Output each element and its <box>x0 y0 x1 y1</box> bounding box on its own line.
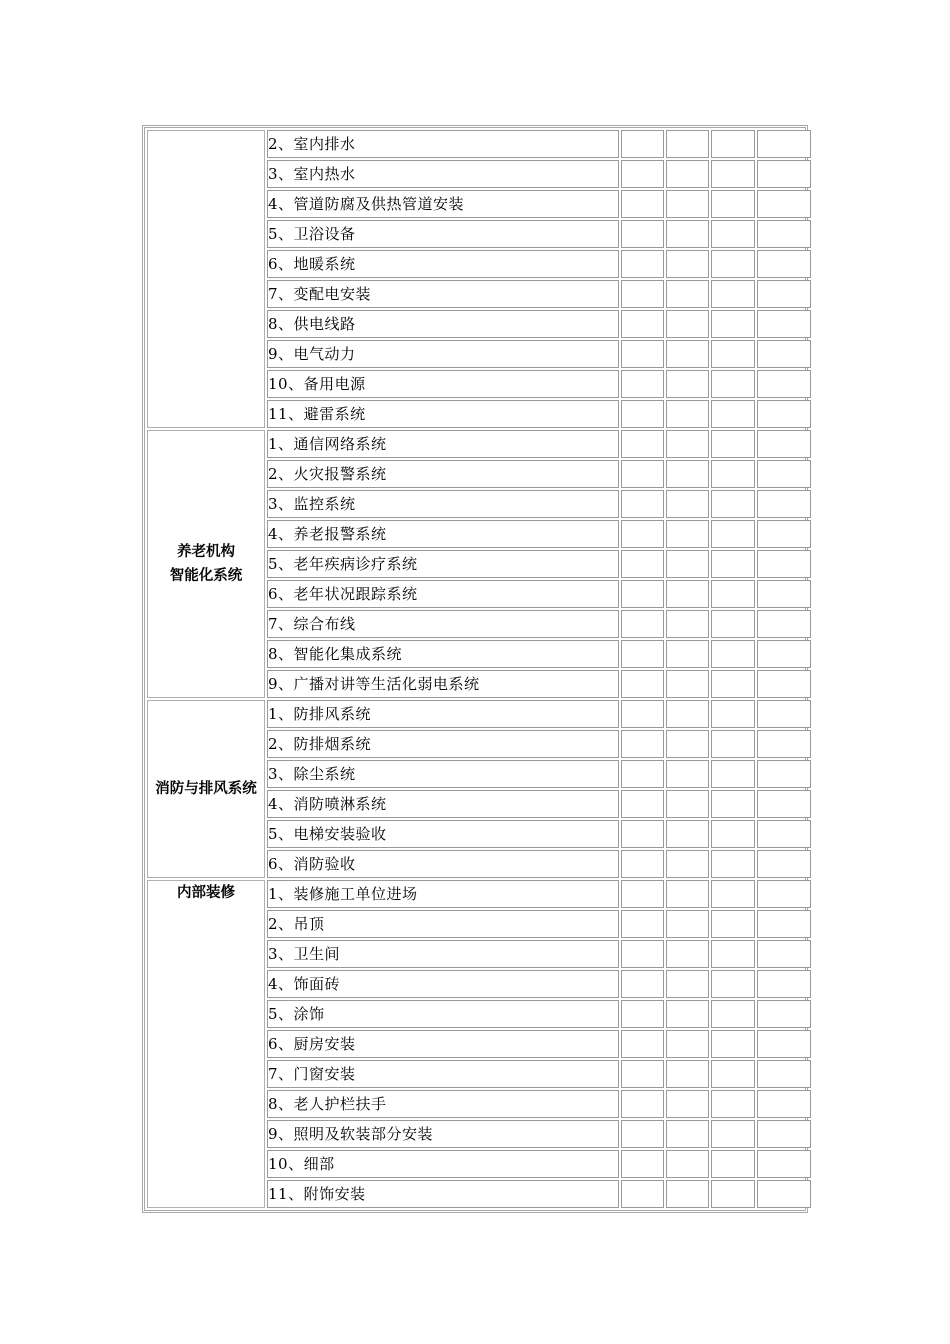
schedule-cell <box>666 610 709 638</box>
schedule-cell <box>757 1000 811 1028</box>
schedule-cell <box>666 820 709 848</box>
schedule-cell <box>757 1120 811 1148</box>
schedule-cell <box>711 130 755 158</box>
schedule-cell <box>666 490 709 518</box>
task-item: 7、变配电安装 <box>267 280 619 308</box>
task-item: 5、老年疾病诊疗系统 <box>267 550 619 578</box>
task-item: 3、室内热水 <box>267 160 619 188</box>
schedule-cell <box>711 580 755 608</box>
schedule-cell <box>711 820 755 848</box>
schedule-cell <box>621 640 664 668</box>
task-item: 7、综合布线 <box>267 610 619 638</box>
task-item: 10、备用电源 <box>267 370 619 398</box>
task-item: 9、广播对讲等生活化弱电系统 <box>267 670 619 698</box>
schedule-cell <box>621 730 664 758</box>
task-item: 4、消防喷淋系统 <box>267 790 619 818</box>
schedule-cell <box>621 1000 664 1028</box>
schedule-cell <box>621 280 664 308</box>
schedule-cell <box>666 940 709 968</box>
schedule-cell <box>666 160 709 188</box>
schedule-cell <box>621 880 664 908</box>
schedule-cell <box>711 490 755 518</box>
schedule-cell <box>621 610 664 638</box>
table-row <box>147 130 811 158</box>
schedule-cell <box>621 520 664 548</box>
schedule-cell <box>666 580 709 608</box>
schedule-cell <box>757 760 811 788</box>
schedule-cell <box>621 430 664 458</box>
task-item: 6、老年状况跟踪系统 <box>267 580 619 608</box>
schedule-cell <box>757 520 811 548</box>
schedule-cell <box>621 850 664 878</box>
task-item: 5、卫浴设备 <box>267 220 619 248</box>
schedule-cell <box>711 640 755 668</box>
section-title <box>147 130 265 428</box>
schedule-cell <box>757 730 811 758</box>
schedule-cell <box>621 310 664 338</box>
task-item: 4、养老报警系统 <box>267 520 619 548</box>
schedule-cell <box>711 400 755 428</box>
schedule-cell <box>666 1150 709 1178</box>
schedule-cell <box>757 1090 811 1118</box>
schedule-cell <box>621 1060 664 1088</box>
task-item: 2、火灾报警系统 <box>267 460 619 488</box>
schedule-cell <box>711 790 755 818</box>
schedule-cell <box>621 670 664 698</box>
schedule-cell <box>621 580 664 608</box>
task-item: 8、智能化集成系统 <box>267 640 619 668</box>
schedule-cell <box>621 550 664 578</box>
schedule-cell <box>666 220 709 248</box>
section-title <box>147 430 265 698</box>
schedule-cell <box>711 430 755 458</box>
schedule-cell <box>757 1150 811 1178</box>
schedule-cell <box>621 1180 664 1208</box>
schedule-cell <box>757 550 811 578</box>
section-title-line: 消防与排风系统 <box>155 781 257 797</box>
schedule-cell <box>757 130 811 158</box>
schedule-cell <box>711 970 755 998</box>
schedule-cell <box>757 250 811 278</box>
schedule-cell <box>757 400 811 428</box>
task-item: 3、除尘系统 <box>267 760 619 788</box>
schedule-cell <box>711 280 755 308</box>
section-title-line: 养老机构 <box>177 544 235 560</box>
task-item: 11、附饰安装 <box>267 1180 619 1208</box>
schedule-cell <box>711 610 755 638</box>
schedule-cell <box>711 670 755 698</box>
schedule-cell <box>711 340 755 368</box>
schedule-cell <box>711 160 755 188</box>
table-row <box>147 700 811 728</box>
table-row <box>147 880 811 908</box>
schedule-cell <box>711 1030 755 1058</box>
schedule-cell <box>621 160 664 188</box>
task-item: 1、装修施工单位进场 <box>267 880 619 908</box>
schedule-cell <box>621 760 664 788</box>
schedule-cell <box>711 940 755 968</box>
schedule-cell <box>666 970 709 998</box>
task-item: 2、室内排水 <box>267 130 619 158</box>
schedule-cell <box>666 1120 709 1148</box>
task-item: 8、老人护栏扶手 <box>267 1090 619 1118</box>
schedule-cell <box>757 670 811 698</box>
schedule-cell <box>666 1180 709 1208</box>
schedule-cell <box>757 310 811 338</box>
schedule-cell <box>711 1120 755 1148</box>
task-item: 9、电气动力 <box>267 340 619 368</box>
task-item: 8、供电线路 <box>267 310 619 338</box>
schedule-cell <box>666 1030 709 1058</box>
schedule-cell <box>757 160 811 188</box>
schedule-cell <box>666 130 709 158</box>
task-item: 4、管道防腐及供热管道安装 <box>267 190 619 218</box>
schedule-cell <box>757 790 811 818</box>
task-item: 6、消防验收 <box>267 850 619 878</box>
schedule-cell <box>711 850 755 878</box>
schedule-cell <box>711 1000 755 1028</box>
schedule-cell <box>666 280 709 308</box>
task-item: 5、涂饰 <box>267 1000 619 1028</box>
schedule-cell <box>621 1150 664 1178</box>
schedule-cell <box>621 460 664 488</box>
schedule-cell <box>666 1060 709 1088</box>
schedule-cell <box>621 700 664 728</box>
schedule-cell <box>757 460 811 488</box>
schedule-cell <box>711 880 755 908</box>
schedule-cell <box>621 250 664 278</box>
schedule-cell <box>757 880 811 908</box>
section-title <box>147 880 265 1208</box>
task-item: 6、厨房安装 <box>267 1030 619 1058</box>
schedule-cell <box>757 370 811 398</box>
schedule-cell <box>711 460 755 488</box>
schedule-cell <box>711 310 755 338</box>
schedule-cell <box>621 970 664 998</box>
schedule-cell <box>757 820 811 848</box>
task-item: 1、防排风系统 <box>267 700 619 728</box>
schedule-cell <box>666 1000 709 1028</box>
plan-table <box>145 128 813 1210</box>
schedule-cell <box>666 460 709 488</box>
schedule-cell <box>711 760 755 788</box>
schedule-cell <box>621 370 664 398</box>
schedule-cell <box>621 1090 664 1118</box>
schedule-cell <box>711 550 755 578</box>
task-item: 2、吊顶 <box>267 910 619 938</box>
schedule-cell <box>666 1090 709 1118</box>
schedule-cell <box>711 370 755 398</box>
schedule-cell <box>621 190 664 218</box>
schedule-cell <box>757 280 811 308</box>
table-row <box>147 430 811 458</box>
construction-plan-table <box>142 125 808 1213</box>
schedule-cell <box>757 340 811 368</box>
schedule-cell <box>757 430 811 458</box>
schedule-cell <box>711 730 755 758</box>
schedule-cell <box>666 430 709 458</box>
schedule-cell <box>666 880 709 908</box>
task-item: 5、电梯安装验收 <box>267 820 619 848</box>
schedule-cell <box>666 670 709 698</box>
schedule-cell <box>757 700 811 728</box>
task-item: 11、避雷系统 <box>267 400 619 428</box>
section-title-line: 内部装修 <box>177 885 235 901</box>
task-item: 6、地暖系统 <box>267 250 619 278</box>
task-item: 7、门窗安装 <box>267 1060 619 1088</box>
schedule-cell <box>621 940 664 968</box>
schedule-cell <box>621 400 664 428</box>
section-title <box>147 700 265 878</box>
schedule-cell <box>711 1060 755 1088</box>
schedule-cell <box>757 220 811 248</box>
schedule-cell <box>621 910 664 938</box>
schedule-cell <box>711 910 755 938</box>
schedule-cell <box>711 220 755 248</box>
schedule-cell <box>621 790 664 818</box>
schedule-cell <box>666 760 709 788</box>
schedule-cell <box>621 1030 664 1058</box>
schedule-cell <box>711 1150 755 1178</box>
schedule-cell <box>621 820 664 848</box>
schedule-cell <box>666 400 709 428</box>
schedule-cell <box>711 700 755 728</box>
task-item: 4、饰面砖 <box>267 970 619 998</box>
schedule-cell <box>666 190 709 218</box>
task-item: 1、通信网络系统 <box>267 430 619 458</box>
schedule-cell <box>757 490 811 518</box>
schedule-cell <box>621 220 664 248</box>
schedule-cell <box>757 1030 811 1058</box>
schedule-cell <box>621 490 664 518</box>
section-title-line: 智能化系统 <box>169 568 243 584</box>
schedule-cell <box>757 1060 811 1088</box>
task-item: 3、监控系统 <box>267 490 619 518</box>
task-item: 10、细部 <box>267 1150 619 1178</box>
schedule-cell <box>757 640 811 668</box>
schedule-cell <box>757 910 811 938</box>
schedule-cell <box>757 610 811 638</box>
schedule-cell <box>621 130 664 158</box>
schedule-cell <box>757 850 811 878</box>
schedule-cell <box>666 730 709 758</box>
schedule-cell <box>666 340 709 368</box>
schedule-cell <box>666 370 709 398</box>
schedule-cell <box>666 550 709 578</box>
schedule-cell <box>757 580 811 608</box>
schedule-cell <box>757 970 811 998</box>
schedule-cell <box>666 790 709 818</box>
schedule-cell <box>711 520 755 548</box>
schedule-cell <box>711 1090 755 1118</box>
schedule-cell <box>666 640 709 668</box>
schedule-cell <box>757 940 811 968</box>
schedule-cell <box>666 520 709 548</box>
task-item: 3、卫生间 <box>267 940 619 968</box>
schedule-cell <box>621 1120 664 1148</box>
schedule-cell <box>711 190 755 218</box>
schedule-cell <box>666 850 709 878</box>
schedule-cell <box>711 1180 755 1208</box>
task-item: 9、照明及软装部分安装 <box>267 1120 619 1148</box>
schedule-cell <box>621 340 664 368</box>
schedule-cell <box>711 250 755 278</box>
schedule-cell <box>757 1180 811 1208</box>
task-item: 2、防排烟系统 <box>267 730 619 758</box>
schedule-cell <box>757 190 811 218</box>
schedule-cell <box>666 910 709 938</box>
schedule-cell <box>666 310 709 338</box>
schedule-cell <box>666 700 709 728</box>
schedule-cell <box>666 250 709 278</box>
